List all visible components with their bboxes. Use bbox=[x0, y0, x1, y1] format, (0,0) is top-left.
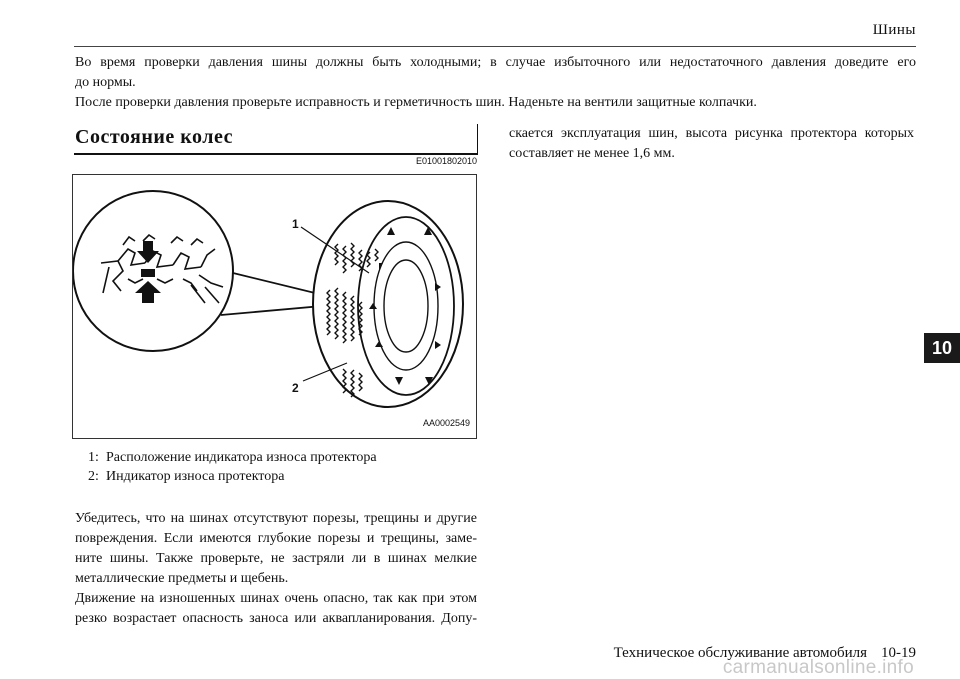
section-title: Состояние колес bbox=[75, 126, 233, 148]
callout-2-label: 2 bbox=[292, 381, 299, 395]
footer-section-title: Техническое обслуживание автомобиля bbox=[613, 645, 867, 661]
legend-item-text: Индикатор износа протектора bbox=[106, 469, 285, 484]
figure-code: AA0002549 bbox=[422, 418, 470, 428]
tire-wear-indicator-figure bbox=[72, 174, 477, 439]
section-title-vertical-rule bbox=[477, 124, 478, 155]
body-line: ните шины. Также проверьте, не застряли ли в шинах мелкие bbox=[75, 551, 477, 566]
body-line: Убедитесь, что на шинах отсутствуют порезы, трещины и другие bbox=[75, 511, 477, 526]
body-line: повреждения. Если имеются глубокие порезы и трещины, заме- bbox=[75, 531, 477, 546]
body-text-left bbox=[75, 509, 477, 629]
tire-illustration bbox=[73, 175, 478, 440]
page-header-title: Шины bbox=[872, 22, 916, 38]
intro-text bbox=[75, 53, 916, 113]
body-text-right bbox=[509, 124, 914, 164]
section-title-rule bbox=[74, 153, 478, 155]
legend-item bbox=[88, 467, 377, 486]
watermark: carmanualsonline.info bbox=[722, 657, 914, 678]
legend-item-text: Расположение индикатора износа протектора bbox=[106, 450, 377, 465]
header-divider bbox=[74, 46, 916, 47]
legend-item bbox=[88, 448, 377, 467]
wear-bar-mark bbox=[141, 269, 155, 277]
legend-item-number: 2: bbox=[88, 469, 99, 484]
body-paragraph-right: скается эксплуатация шин, высота рисунка протектора которых составляет не менее 1,6 мм. bbox=[509, 126, 914, 161]
chapter-tab: 10 bbox=[924, 333, 960, 363]
section-code: E01001802010 bbox=[415, 156, 477, 166]
body-line: резко возрастает опасность заноса или аквапланирования. Допу- bbox=[75, 611, 477, 626]
intro-paragraph-2: После проверки давления проверьте исправность и герметичность шин. Наденьте на вентили защитные колпачки. bbox=[75, 95, 757, 110]
legend-item-number: 1: bbox=[88, 450, 99, 465]
intro-paragraph-1-line-1: Во время проверки давления шины должны быть холодными; в случае избыточного или недостаточного давления доведите его bbox=[75, 55, 916, 70]
body-line: Движение на изношенных шинах очень опасно, так как при этом bbox=[75, 591, 477, 606]
figure-legend bbox=[88, 448, 377, 486]
body-line: металлические предметы и щебень. bbox=[75, 571, 289, 586]
rim-inner bbox=[384, 260, 428, 352]
footer-page-number: 10-19 bbox=[881, 645, 916, 661]
intro-paragraph-1-line-2: до нормы. bbox=[75, 75, 136, 90]
callout-1-label: 1 bbox=[292, 217, 299, 231]
